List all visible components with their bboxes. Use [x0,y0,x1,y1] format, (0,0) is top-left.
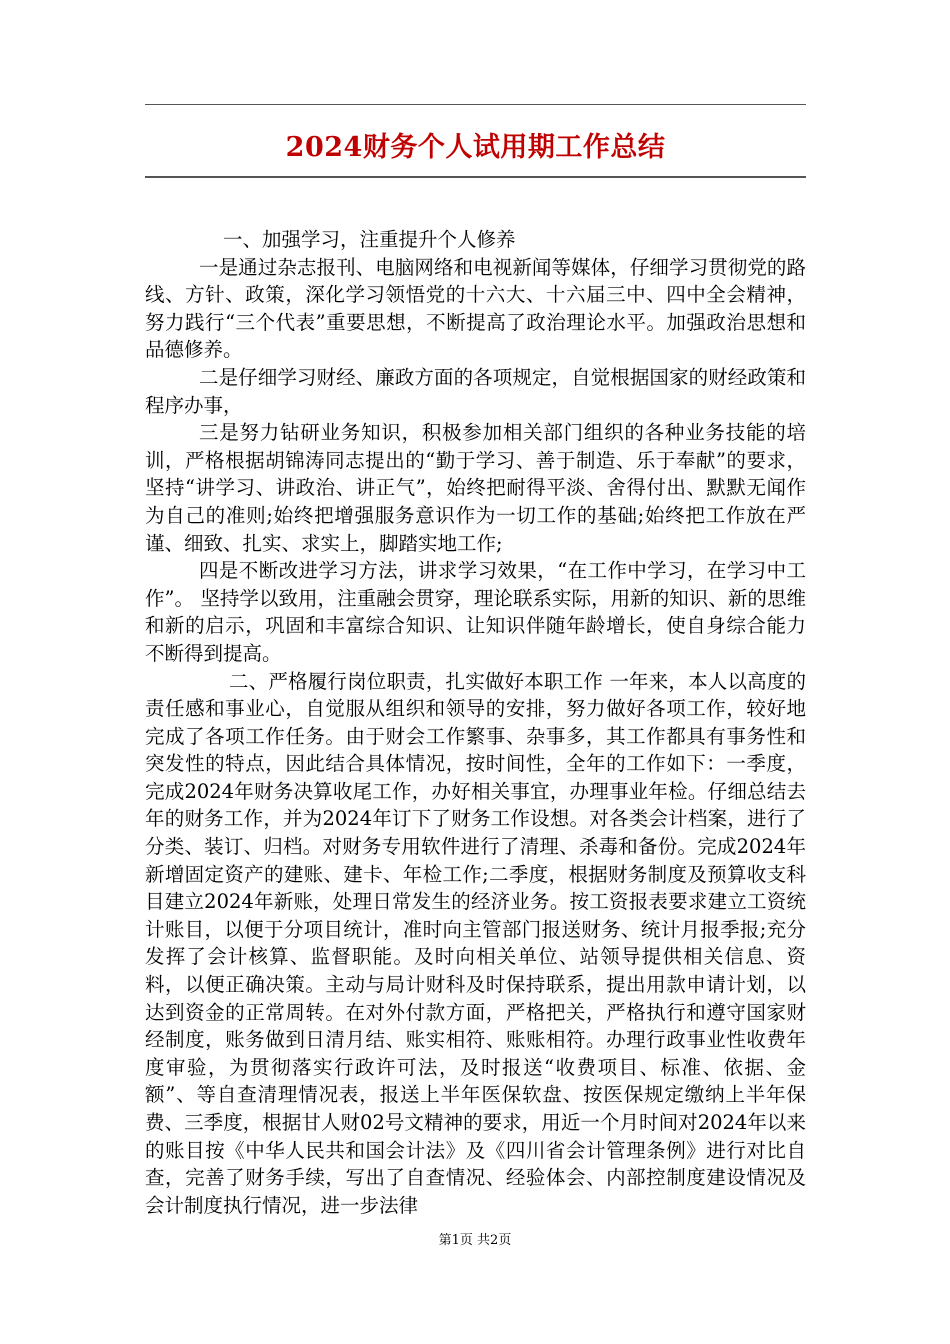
header-rule-bottom [145,176,806,178]
header-rule-top [145,104,806,105]
paragraph-2: 二是仔细学习财经、廉政方面的各项规定，自觉根据国家的财经政策和程序办事， [145,365,806,417]
paragraph-5: 二、严格履行岗位职责，扎实做好本职工作 一年来，本人以高度的责任感和事业心，自觉服从组织和领导的安排，努力做好各项工作，较好地完成了各项工作任务。由于财会工作繁事、杂事多，其工作都具有事务性和突发性的特点，因此结合具体情况，按时间性，全年的工作如下：一季度，完成2024年财务决算收尾工作，办好相关事宜，办理事业年检。仔细总结去年的财务工作，并为2024年订下了财务工作设想。对各类会计档案，进行了分类、装订、归档。对财务专用软件进行了清理、杀毒和备份。完成2024年新增固定资产的建账、建卡、年检工作;二季度，根据财务制度及预算收支科目建立2024年新账，处理日常发生的经济业务。按工资报表要求建立工资统计账目，以便于分项目统计，准时向主管部门报送财务、统计月报季报;充分发挥了会计核算、监督职能。及时向相关单位、站领导提供相关信息、资料，以便正确决策。主动与局计财科及时保持联系，提出用款申请计划，以达到资金的正常周转。在对外付款方面，严格把关，严格执行和遵守国家财经制度，账务做到日清月结、账实相符、账账相符。办理行政事业性收费年度审验，为贯彻落实行政许可法，及时报送“收费项目、标准、依据、金额”、等自查清理情况表，报送上半年医保软盘、按医保规定缴纳上半年保费、三季度，根据甘人财02号文精神的要求，用近一个月时间对2024年以来的账目按《中华人民共和国会计法》及《四川省会计管理条例》进行对比自查，完善了财务手续，写出了自查情况、经验体会、内部控制度建设情况及会计制度执行情况，进一步法律 [145,669,806,1217]
paragraph-3: 三是努力钻研业务知识，积极参加相关部门组织的各种业务技能的培训，严格根据胡锦涛同志提出的“勤于学习、善于制造、乐于奉献”的要求，坚持“讲学习、讲政治、讲正气”，始终把耐得平淡、舍得付出、默默无闻作为自己的准则;始终把增强服务意识作为一切工作的基础;始终把工作放在严谨、细致、扎实、求实上，脚踏实地工作; [145,421,806,555]
document-title: 2024财务个人试用期工作总结 [285,132,666,163]
page-number-footer: 第1页 共2页 [438,1233,512,1248]
paragraph-1: 一是通过杂志报刊、电脑网络和电视新闻等媒体，仔细学习贯彻党的路线、方针、政策，深化学习领悟党的十六大、十六届三中、四中全会精神，努力践行“三个代表”重要思想，不断提高了政治理论水平。加强政治思想和品德修养。 [145,255,806,362]
section-heading-1: 一、加强学习，注重提升个人修养 [223,228,516,251]
document-body [145,226,806,1219]
paragraph-4: 四是不断改进学习方法，讲求学习效果，“在工作中学习，在学习中工作”。 坚持学以致用，注重融会贯穿，理论联系实际，用新的知识、新的思维和新的启示，巩固和丰富综合知识、让知识伴随年龄增长，使自身综合能力不断得到提高。 [145,559,806,665]
